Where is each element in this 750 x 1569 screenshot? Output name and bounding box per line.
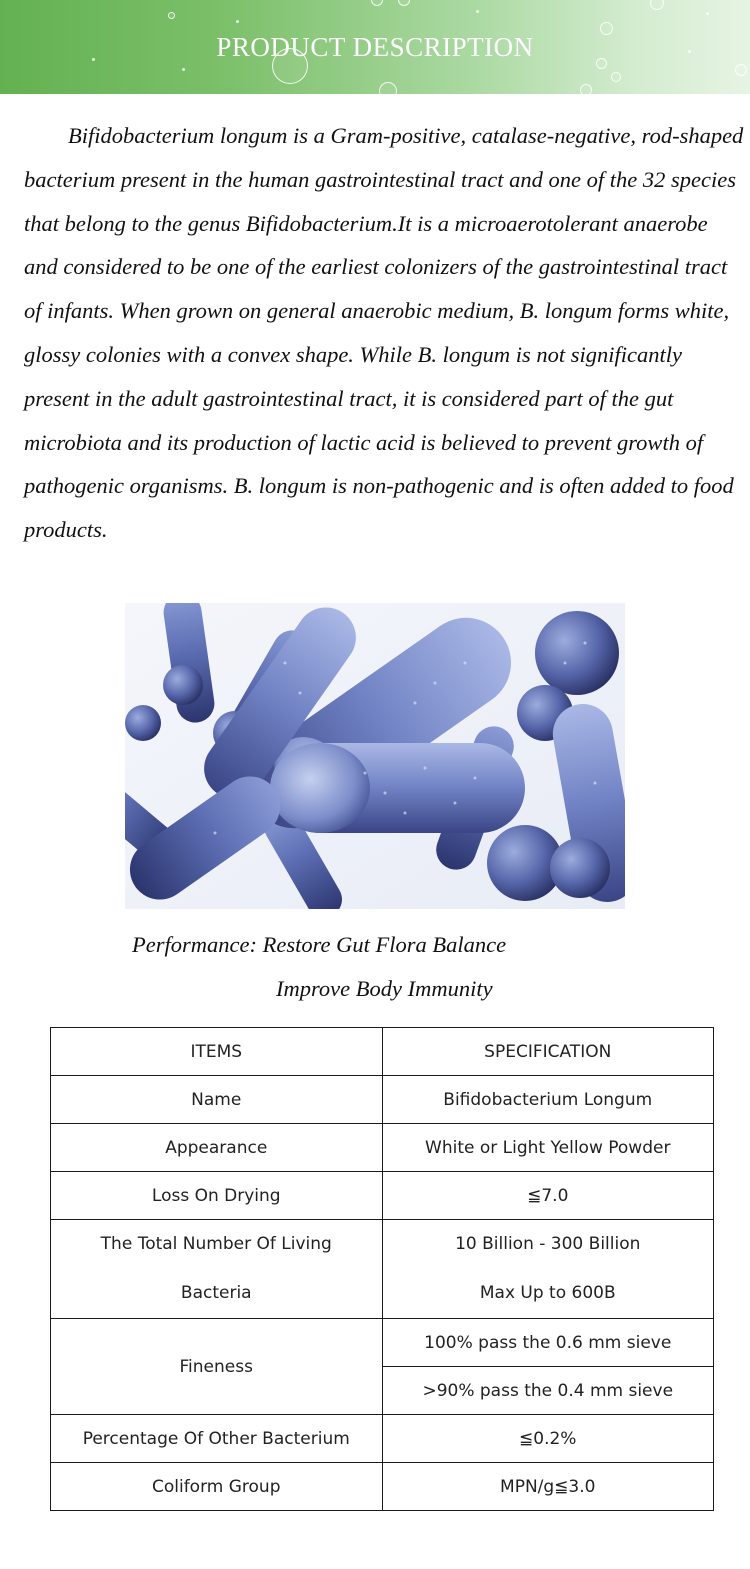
bacteria-illustration bbox=[125, 603, 625, 909]
spec-cell: >90% pass the 0.4 mm sieve bbox=[382, 1367, 714, 1415]
header-banner bbox=[0, 0, 750, 94]
table-row bbox=[51, 1319, 714, 1367]
bubble-decoration bbox=[735, 64, 747, 76]
item-cell: Appearance bbox=[51, 1124, 383, 1172]
spec-cell: White or Light Yellow Powder bbox=[382, 1124, 714, 1172]
spec-cell: 100% pass the 0.6 mm sieve bbox=[382, 1319, 714, 1367]
spec-cell: ≦0.2% bbox=[382, 1415, 714, 1463]
table-row bbox=[51, 1124, 714, 1172]
table-row bbox=[51, 1172, 714, 1220]
item-cell: Coliform Group bbox=[51, 1463, 383, 1511]
dot-decoration bbox=[236, 20, 239, 23]
dot-decoration bbox=[706, 12, 709, 15]
column-header-items: ITEMS bbox=[51, 1028, 383, 1076]
performance-line: Performance: Restore Gut Flora Balance bbox=[132, 932, 507, 957]
page-title: PRODUCT DESCRIPTION bbox=[216, 32, 534, 62]
item-line: The Total Number Of Living bbox=[100, 1234, 332, 1254]
spec-cell: MPN/g≦3.0 bbox=[382, 1463, 714, 1511]
dot-decoration bbox=[182, 68, 185, 71]
spec-cell: Bifidobacterium Longum bbox=[382, 1076, 714, 1124]
item-cell: Name bbox=[51, 1076, 383, 1124]
bubble-decoration bbox=[398, 0, 410, 6]
bubble-decoration bbox=[379, 82, 397, 94]
spec-cell: ≦7.0 bbox=[382, 1172, 714, 1220]
table-row bbox=[51, 1463, 714, 1511]
item-line: Bacteria bbox=[180, 1283, 252, 1303]
spec-line: Max Up to 600B bbox=[479, 1283, 616, 1303]
spec-line: 10 Billion - 300 Billion bbox=[455, 1234, 641, 1254]
bubble-decoration bbox=[371, 0, 383, 6]
bubble-decoration bbox=[580, 84, 592, 94]
performance-line: Improve Body Immunity bbox=[276, 976, 493, 1001]
bubble-decoration bbox=[611, 72, 621, 82]
table-header-row bbox=[51, 1028, 714, 1076]
item-cell: Percentage Of Other Bacterium bbox=[51, 1415, 383, 1463]
item-cell: Loss On Drying bbox=[51, 1172, 383, 1220]
bubble-decoration bbox=[650, 0, 664, 10]
spec-cell bbox=[382, 1220, 714, 1319]
item-cell: Fineness bbox=[51, 1319, 383, 1415]
product-description: Bifidobacterium longum is a Gram-positive, catalase-negative, rod-shaped bacterium present in the human gastrointestinal tract and one of the 32 species that belong to the genus Bifidobacterium.It is a microaerotolerant anaerobe and considered to be one of the earliest colonizers of the gastrointestinal tract of infants. When grown on general anaerobic medium, B. longum forms white, glossy colonies with a convex shape. While B. longum is not significantly present in the adult gastrointestinal tract, it is considered part of the gut microbiota and its production of lactic acid is believed to prevent growth of pathogenic organisms. B. longum is non-pathogenic and is often added to food products. bbox=[24, 123, 744, 543]
table-row bbox=[51, 1415, 714, 1463]
bubble-decoration bbox=[168, 12, 175, 19]
bacteria-image bbox=[125, 603, 625, 909]
table-row bbox=[51, 1220, 714, 1319]
specification-table bbox=[50, 1027, 714, 1511]
column-header-specification: SPECIFICATION bbox=[382, 1028, 714, 1076]
dot-decoration bbox=[476, 10, 479, 13]
table-row bbox=[51, 1076, 714, 1124]
item-cell bbox=[51, 1220, 383, 1319]
